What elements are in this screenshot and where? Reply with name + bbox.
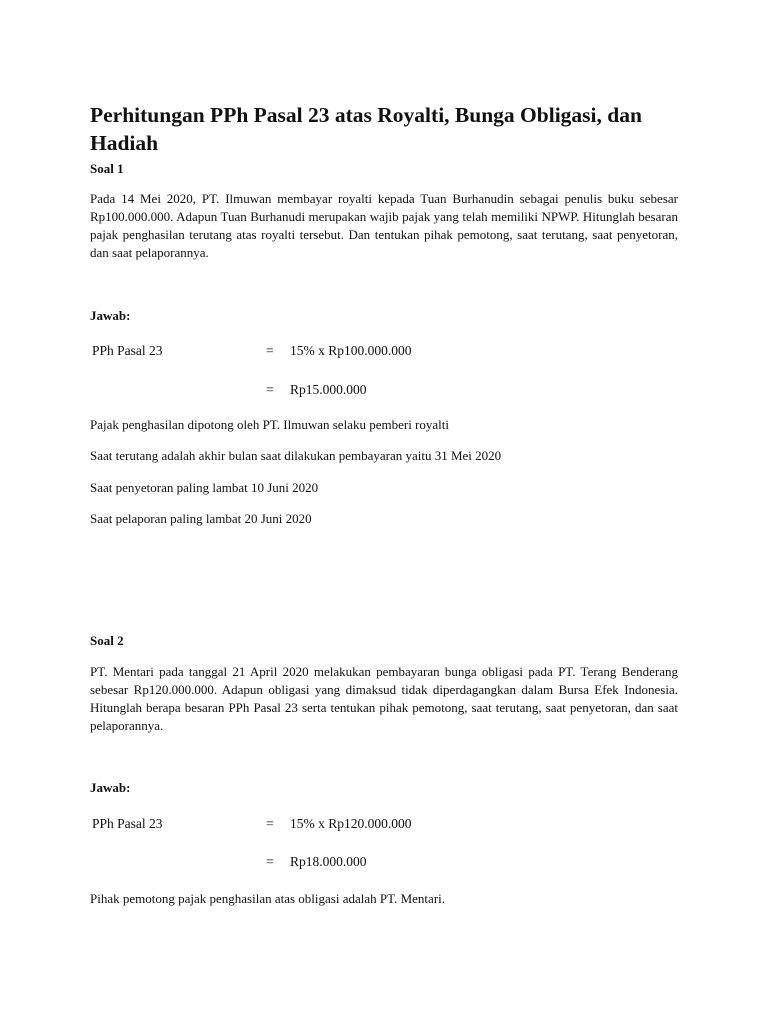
soal-2-line-pemotong: Pihak pemotong pajak penghasilan atas obligasi adalah PT. Mentari.: [90, 891, 446, 906]
soal-1-formula: 15% x Rp100.000.000: [290, 343, 412, 358]
page-title: Perhitungan PPh Pasal 23 atas Royalti, Bunga Obligasi, dan Hadiah: [90, 103, 642, 155]
soal-2-heading: Soal 2: [90, 633, 124, 648]
soal-1-line-terutang: Saat terutang adalah akhir bulan saat dilakukan pembayaran yaitu 31 Mei 2020: [90, 448, 502, 463]
soal-1-result: Rp15.000.000: [290, 382, 367, 397]
soal-1-line-pelaporan: Saat pelaporan paling lambat 20 Juni 2020: [90, 511, 312, 526]
soal-2-equals-2: =: [266, 854, 274, 869]
soal-2-jawab: Jawab:: [90, 780, 131, 795]
soal-2-calc-label: PPh Pasal 23: [92, 816, 163, 831]
soal-1-heading: Soal 1: [90, 161, 124, 176]
soal-2-formula: 15% x Rp120.000.000: [290, 816, 412, 831]
soal-2-result: Rp18.000.000: [290, 854, 367, 869]
soal-1-equals-1: =: [266, 343, 274, 358]
soal-1-paragraph: Pada 14 Mei 2020, PT. Ilmuwan membayar royalti kepada Tuan Burhanudin sebagai penulis buku sebesar Rp100.000.000. Adapun Tuan Burhanudi merupakan wajib pajak yang telah memiliki NPWP. Hitunglah besaran pajak penghasilan terutang atas royalti tersebut. Dan tentukan pihak pemotong, saat terutang, saat penyetoran, dan saat pelaporannya.: [90, 191, 678, 260]
soal-1-jawab: Jawab:: [90, 308, 131, 323]
soal-2-equals-1: =: [266, 816, 274, 831]
soal-1-line-penyetoran: Saat penyetoran paling lambat 10 Juni 2020: [90, 480, 319, 495]
soal-1-equals-2: =: [266, 382, 274, 397]
soal-1-line-pemotong: Pajak penghasilan dipotong oleh PT. Ilmuwan selaku pemberi royalti: [90, 417, 449, 432]
soal-1-calc-label: PPh Pasal 23: [92, 343, 163, 358]
soal-2-paragraph: PT. Mentari pada tanggal 21 April 2020 melakukan pembayaran bunga obligasi pada PT. Terang Benderang sebesar Rp120.000.000. Adapun obligasi yang dimaksud tidak diperdagangkan dalam Bursa Efek Indonesia. Hitunglah berapa besaran PPh Pasal 23 serta tentukan pihak pemotong, saat terutang, saat penyetoran, dan saat pelaporannya.: [90, 664, 678, 733]
